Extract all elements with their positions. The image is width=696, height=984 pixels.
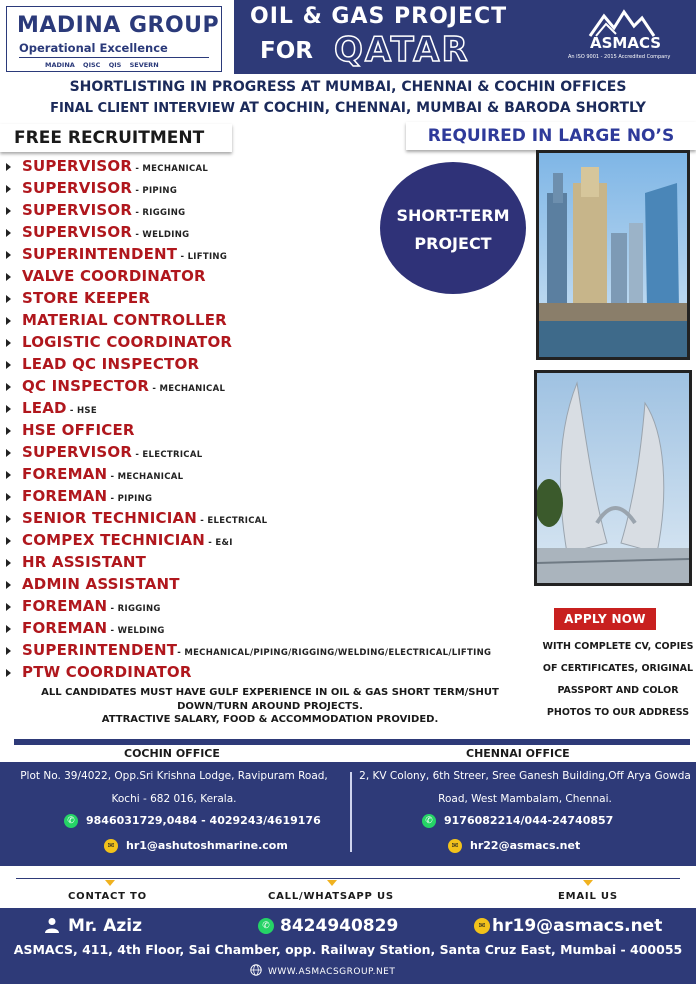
job-discipline: - RIGGING	[107, 604, 161, 614]
bullet-arrow-icon	[6, 185, 11, 193]
job-title-text: FOREMAN	[22, 487, 108, 505]
bullet-arrow-icon	[6, 559, 11, 567]
website-link[interactable]: WWW.ASMACSGROUP.NET	[268, 967, 396, 977]
cochin-office-heading: COCHIN OFFICE	[124, 747, 220, 760]
shortlisting-notice: SHORTLISTING IN PROGRESS AT MUMBAI, CHENNAI & COCHIN OFFICES	[69, 79, 627, 95]
job-title	[22, 267, 206, 285]
notes-line1: ALL CANDIDATES MUST HAVE GULF EXPERIENCE IN OIL & GAS SHORT TERM/SHUT	[41, 687, 499, 698]
asmacs-name: ASMACS	[590, 34, 662, 52]
job-title	[22, 487, 152, 505]
job-discipline: - MECHANICAL	[107, 472, 184, 482]
bullet-arrow-icon	[6, 581, 11, 589]
bullet-arrow-icon	[6, 207, 11, 215]
chennai-phone[interactable]: 9176082214/044-24740857	[444, 814, 614, 827]
madina-divider	[19, 57, 209, 58]
bullet-arrow-icon	[6, 669, 11, 677]
job-title-text: FOREMAN	[22, 465, 108, 483]
bullet-arrow-icon	[6, 405, 11, 413]
job-title	[22, 575, 180, 593]
job-title-text: LEAD	[22, 399, 67, 417]
job-title	[22, 377, 225, 395]
job-item	[0, 640, 540, 662]
job-item	[0, 596, 540, 618]
interview-notice	[0, 100, 696, 116]
job-title-text: HSE OFFICER	[22, 421, 135, 439]
chennai-address-line1: 2, KV Colony, 6th Streer, Sree Ganesh Building,Off Arya Gowda	[359, 770, 691, 782]
apply-now-button[interactable]: APPLY NOW	[554, 608, 656, 630]
cochin-phone[interactable]: 9846031729,0484 - 4029243/4619176	[86, 814, 321, 827]
triangle-marker-icon	[327, 880, 337, 886]
job-item	[0, 332, 540, 354]
job-discipline: - MECHANICAL	[132, 164, 209, 174]
email-us-label: EMAIL US	[558, 891, 618, 902]
contact-phone-number[interactable]: 8424940829	[280, 916, 399, 936]
job-item	[0, 508, 540, 530]
head-office-address: ASMACS, 411, 4th Floor, Sai Chamber, opp. Railway Station, Santa Cruz East, Mumbai - 400055	[13, 942, 683, 957]
job-item	[0, 574, 540, 596]
contact-person-name: Mr. Aziz	[68, 916, 143, 936]
bullet-arrow-icon	[6, 163, 11, 171]
job-title	[22, 531, 233, 549]
job-item	[0, 530, 540, 552]
notes-line3: ATTRACTIVE SALARY, FOOD & ACCOMMODATION PROVIDED.	[101, 714, 439, 725]
job-discipline: - HSE	[66, 406, 97, 416]
contact-to-label: CONTACT TO	[68, 891, 147, 902]
job-title-text: COMPEX TECHNICIAN	[22, 531, 206, 549]
job-title-text: SUPERVISOR	[22, 443, 133, 461]
job-item	[0, 464, 540, 486]
job-title	[22, 619, 165, 637]
job-title	[22, 509, 267, 527]
job-title-text: SENIOR TECHNICIAN	[22, 509, 198, 527]
bullet-arrow-icon	[6, 603, 11, 611]
job-item	[0, 354, 540, 376]
job-discipline: - MECHANICAL/PIPING/RIGGING/WELDING/ELECTRICAL/LIFTING	[177, 648, 492, 658]
badge-line2: PROJECT	[414, 234, 492, 253]
job-title-text: MATERIAL CONTROLLER	[22, 311, 227, 329]
bullet-arrow-icon	[6, 295, 11, 303]
office-column-divider	[350, 772, 352, 852]
job-title	[22, 399, 97, 417]
apply-line3: PASSPORT AND COLOR	[557, 685, 679, 696]
bullet-arrow-icon	[6, 317, 11, 325]
job-title-text: STORE KEEPER	[22, 289, 151, 307]
contact-email	[474, 916, 662, 936]
contact-email-address[interactable]: hr19@asmacs.net	[492, 916, 663, 936]
job-discipline: - ELECTRICAL	[197, 516, 268, 526]
cochin-address-line1: Plot No. 39/4022, Opp.Sri Krishna Lodge, Ravipuram Road,	[20, 770, 328, 782]
contact-rule	[16, 878, 680, 879]
headline-oil-gas: OIL & GAS PROJECT	[250, 4, 508, 29]
job-title-text: HR ASSISTANT	[22, 553, 147, 571]
job-title	[22, 289, 150, 307]
office-divider-bar	[14, 739, 690, 745]
interview-places: AT COCHIN, CHENNAI, MUMBAI & BARODA SHORTLY	[239, 100, 646, 116]
header	[0, 0, 696, 74]
job-title	[22, 311, 227, 329]
job-title-text: SUPERINTENDENT	[22, 245, 178, 263]
triangle-marker-icon	[583, 880, 593, 886]
chennai-address-line2: Road, West Mambalam, Chennai.	[438, 793, 612, 805]
notes-line2: DOWN/TURN AROUND PROJECTS.	[177, 700, 363, 712]
cochin-email[interactable]: hr1@ashutoshmarine.com	[126, 839, 288, 852]
job-title	[22, 641, 491, 659]
cochin-phone-row	[64, 814, 321, 828]
chennai-email[interactable]: hr22@asmacs.net	[470, 839, 581, 852]
job-title-text: FOREMAN	[22, 619, 108, 637]
job-item	[0, 376, 540, 398]
job-item	[0, 662, 540, 684]
madina-partner-logos: MADINA QISC QIS SEVERN	[45, 61, 159, 69]
madina-group-logo	[6, 6, 222, 72]
job-title	[22, 355, 199, 373]
globe-icon	[250, 964, 262, 976]
job-title	[22, 421, 135, 439]
job-item	[0, 552, 540, 574]
chennai-email-row	[448, 839, 580, 853]
bullet-arrow-icon	[6, 273, 11, 281]
job-item	[0, 398, 540, 420]
job-title-text: SUPERVISOR	[22, 179, 133, 197]
whatsapp-icon: ✆	[64, 814, 78, 828]
lusail-towers-photo	[534, 370, 692, 586]
job-title-text: ADMIN ASSISTANT	[22, 575, 180, 593]
job-title-text: PTW COORDINATOR	[22, 663, 192, 681]
job-discipline: - WELDING	[107, 626, 165, 636]
job-title-text: LEAD QC INSPECTOR	[22, 355, 200, 373]
headline-country: QATAR	[334, 30, 470, 70]
doha-skyline-photo	[536, 150, 690, 360]
bullet-arrow-icon	[6, 427, 11, 435]
job-title-text: SUPERVISOR	[22, 201, 133, 219]
apply-line1: WITH COMPLETE CV, COPIES	[542, 641, 694, 652]
job-discipline: - E&I	[205, 538, 233, 548]
madina-tagline: Operational Excellence	[19, 41, 168, 55]
job-title-text: VALVE COORDINATOR	[22, 267, 206, 285]
bullet-arrow-icon	[6, 493, 11, 501]
job-discipline: - WELDING	[132, 230, 190, 240]
bullet-arrow-icon	[6, 383, 11, 391]
job-title	[22, 245, 227, 263]
cochin-address-line2: Kochi - 682 016, Kerala.	[111, 793, 237, 805]
apply-line4: PHOTOS TO OUR ADDRESS	[546, 707, 690, 718]
whatsapp-icon: ✆	[422, 814, 436, 828]
job-title	[22, 443, 202, 461]
job-title	[22, 201, 185, 219]
short-term-project-badge	[380, 162, 526, 294]
interview-prefix: FINAL CLIENT INTERVIEW	[50, 101, 240, 116]
chennai-office-heading: CHENNAI OFFICE	[466, 747, 570, 760]
job-title	[22, 597, 161, 615]
asmacs-iso-text: An ISO 9001 - 2015 Accredited Company	[568, 54, 671, 60]
required-large-banner: REQUIRED IN LARGE NO’S	[406, 122, 696, 150]
job-title	[22, 553, 146, 571]
apply-line2: OF CERTIFICATES, ORIGINAL	[542, 663, 694, 674]
job-title-text: QC INSPECTOR	[22, 377, 150, 395]
job-discipline: - ELECTRICAL	[132, 450, 203, 460]
contact-person	[44, 916, 142, 936]
job-title-text: SUPERVISOR	[22, 157, 133, 175]
bullet-arrow-icon	[6, 339, 11, 347]
person-icon	[44, 917, 60, 933]
job-title	[22, 333, 232, 351]
triangle-marker-icon	[105, 880, 115, 886]
job-item	[0, 442, 540, 464]
job-discipline: - MECHANICAL	[149, 384, 226, 394]
headline-for: FOR	[260, 38, 313, 64]
title-band	[234, 0, 696, 74]
job-item	[0, 486, 540, 508]
email-icon: ✉	[474, 918, 490, 934]
bullet-arrow-icon	[6, 471, 11, 479]
bullet-arrow-icon	[6, 537, 11, 545]
website-row	[250, 964, 395, 977]
job-discipline: - RIGGING	[132, 208, 186, 218]
job-title	[22, 223, 189, 241]
whatsapp-icon: ✆	[258, 918, 274, 934]
job-item	[0, 420, 540, 442]
job-title	[22, 465, 183, 483]
job-title-text: SUPERINTENDENT	[22, 641, 178, 659]
email-icon: ✉	[448, 839, 462, 853]
chennai-phone-row	[422, 814, 613, 828]
email-icon: ✉	[104, 839, 118, 853]
bullet-arrow-icon	[6, 229, 11, 237]
free-recruitment-banner: FREE RECRUITMENT	[0, 124, 232, 152]
candidate-notes	[20, 686, 520, 727]
apply-instructions	[540, 636, 696, 724]
job-title-text: LOGISTIC COORDINATOR	[22, 333, 233, 351]
cochin-email-row	[104, 839, 288, 853]
job-title	[22, 157, 208, 175]
call-whatsapp-label: CALL/WHATSAPP US	[268, 891, 394, 902]
job-title	[22, 663, 192, 681]
job-title-text: SUPERVISOR	[22, 223, 133, 241]
job-discipline: - PIPING	[132, 186, 178, 196]
job-item	[0, 310, 540, 332]
bullet-arrow-icon	[6, 647, 11, 655]
bullet-arrow-icon	[6, 515, 11, 523]
bullet-arrow-icon	[6, 625, 11, 633]
job-item	[0, 618, 540, 640]
job-discipline: - PIPING	[107, 494, 153, 504]
contact-phone	[258, 916, 398, 936]
job-discipline: - LIFTING	[177, 252, 228, 262]
madina-title: MADINA GROUP	[17, 13, 220, 38]
job-title-text: FOREMAN	[22, 597, 108, 615]
job-title	[22, 179, 177, 197]
bullet-arrow-icon	[6, 251, 11, 259]
badge-line1: SHORT-TERM	[396, 206, 510, 225]
bullet-arrow-icon	[6, 361, 11, 369]
bullet-arrow-icon	[6, 449, 11, 457]
